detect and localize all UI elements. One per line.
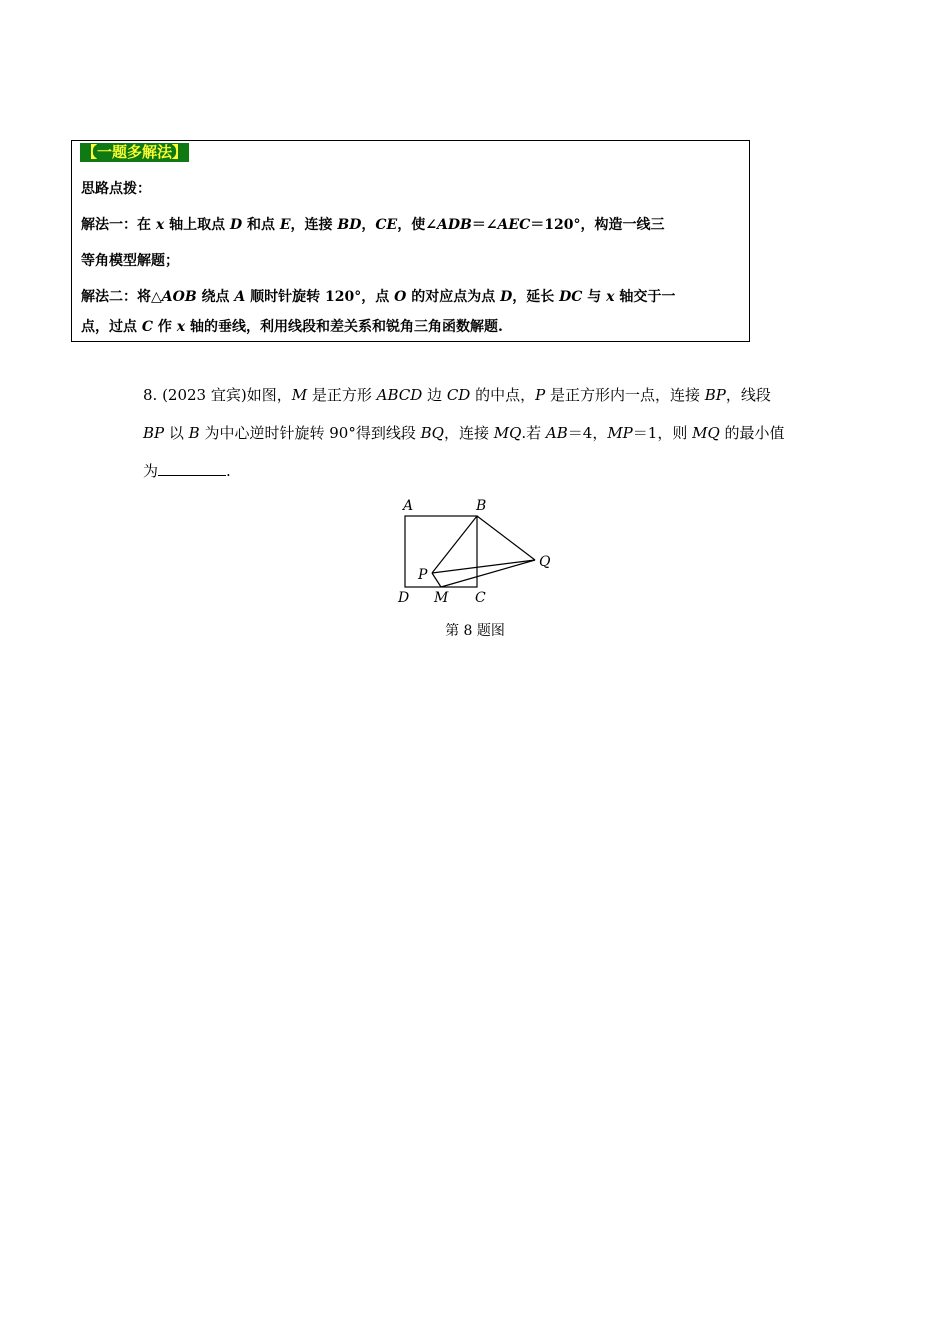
- math-var: MQ: [493, 424, 522, 442]
- method2-text: 绕点: [196, 289, 235, 305]
- method2-lead: 解法二：: [81, 289, 137, 305]
- label-p: P: [418, 567, 428, 583]
- method1-text: ，: [361, 217, 376, 233]
- method1-text: ，使∠: [397, 217, 437, 233]
- answer-blank: [158, 461, 226, 476]
- method1-lead: 解法一：: [81, 217, 137, 233]
- method1-text: 等角模型解题；: [81, 253, 179, 269]
- hint-heading-label: 思路点拨：: [81, 181, 151, 197]
- math-var: E: [279, 217, 291, 233]
- label-b: B: [476, 498, 487, 514]
- math-var: BD: [337, 217, 362, 233]
- problem-text: 的最小值: [719, 424, 785, 442]
- method2-text: 将△: [137, 289, 162, 305]
- math-var: x: [606, 289, 615, 305]
- method2-line2: [81, 318, 503, 336]
- problem-text: ，线段: [725, 386, 771, 404]
- label-q: Q: [539, 554, 551, 570]
- geometry-figure: [395, 494, 560, 606]
- method2-line1: [81, 288, 675, 306]
- math-var: P: [535, 386, 546, 404]
- problem-text: .: [226, 462, 231, 480]
- problem-line-3: [143, 461, 231, 481]
- math-var: M: [291, 386, 308, 404]
- label-m: M: [434, 590, 449, 606]
- problem-text: 是正方形: [307, 386, 377, 404]
- square-abcd: [405, 516, 477, 587]
- segment-pm: [432, 573, 441, 587]
- problem-text: ，连接: [443, 424, 494, 442]
- method2-text: 作: [153, 319, 177, 335]
- math-var: x: [155, 217, 165, 233]
- method2-text: 顺时针旋转 120°，点: [245, 289, 395, 305]
- problem-text: ＝1，则: [632, 424, 693, 442]
- problem-text: 为: [143, 462, 159, 480]
- math-var: O: [394, 289, 407, 305]
- method1-text: 在: [137, 217, 156, 233]
- method1-line1: [81, 216, 664, 234]
- method2-text: 轴交于一: [614, 289, 676, 305]
- math-var: x: [176, 319, 186, 335]
- method1-line2: [81, 252, 179, 270]
- math-var: CD: [446, 386, 471, 404]
- method2-text: 的对应点为点: [406, 289, 501, 305]
- method1-text: ，连接: [290, 217, 338, 233]
- solution-methods-box: [71, 140, 750, 342]
- method2-text: 与: [582, 289, 607, 305]
- problem-text: 为中心逆时针旋转 90°得到线段: [199, 424, 421, 442]
- problem-line-2: [143, 423, 785, 443]
- math-var: C: [141, 319, 154, 335]
- problem-line-1: [143, 385, 771, 405]
- math-var: B: [188, 424, 200, 442]
- math-var: BP: [143, 424, 165, 442]
- problem-text: 的中点，: [470, 386, 536, 404]
- math-var: MP: [607, 424, 633, 442]
- method1-text: ＝∠: [471, 217, 498, 233]
- problem-number: 8. (2023 宜宾)如图，: [143, 386, 292, 404]
- segment-mq: [441, 560, 535, 587]
- math-var: D: [229, 217, 243, 233]
- problem-text: .若: [521, 424, 546, 442]
- math-var: MQ: [692, 424, 720, 442]
- math-var: D: [500, 289, 513, 305]
- math-var: BP: [704, 386, 726, 404]
- method2-text: 点，过点: [81, 319, 142, 335]
- math-var: AEC: [497, 217, 531, 233]
- math-var: CE: [375, 217, 398, 233]
- math-var: AOB: [161, 289, 197, 305]
- math-var: AB: [545, 424, 568, 442]
- segment-bp: [432, 516, 477, 573]
- figure-caption: 第 8 题图: [445, 623, 505, 639]
- math-var: ABCD: [376, 386, 423, 404]
- math-var: A: [234, 289, 246, 305]
- label-a: A: [403, 498, 414, 514]
- math-var: ADB: [436, 217, 472, 233]
- segment-bq: [477, 516, 535, 560]
- segment-pq: [432, 560, 535, 573]
- label-c: C: [475, 590, 486, 606]
- math-var: BQ: [420, 424, 444, 442]
- problem-text: 是正方形内一点，连接: [545, 386, 705, 404]
- method2-text: 轴的垂线，利用线段和差关系和锐角三角函数解题.: [185, 319, 503, 335]
- math-var: DC: [559, 289, 583, 305]
- problem-text: 边: [422, 386, 447, 404]
- multiple-solutions-badge: 【一题多解法】: [82, 143, 188, 161]
- label-d: D: [398, 590, 410, 606]
- problem-text: 以: [164, 424, 189, 442]
- problem-text: ＝4，: [567, 424, 608, 442]
- method1-text: 和点: [242, 217, 280, 233]
- method1-text: 轴上取点: [164, 217, 230, 233]
- hint-heading: [81, 180, 151, 198]
- method2-text: ，延长: [512, 289, 560, 305]
- method1-text: ＝120°，构造一线三: [530, 217, 665, 233]
